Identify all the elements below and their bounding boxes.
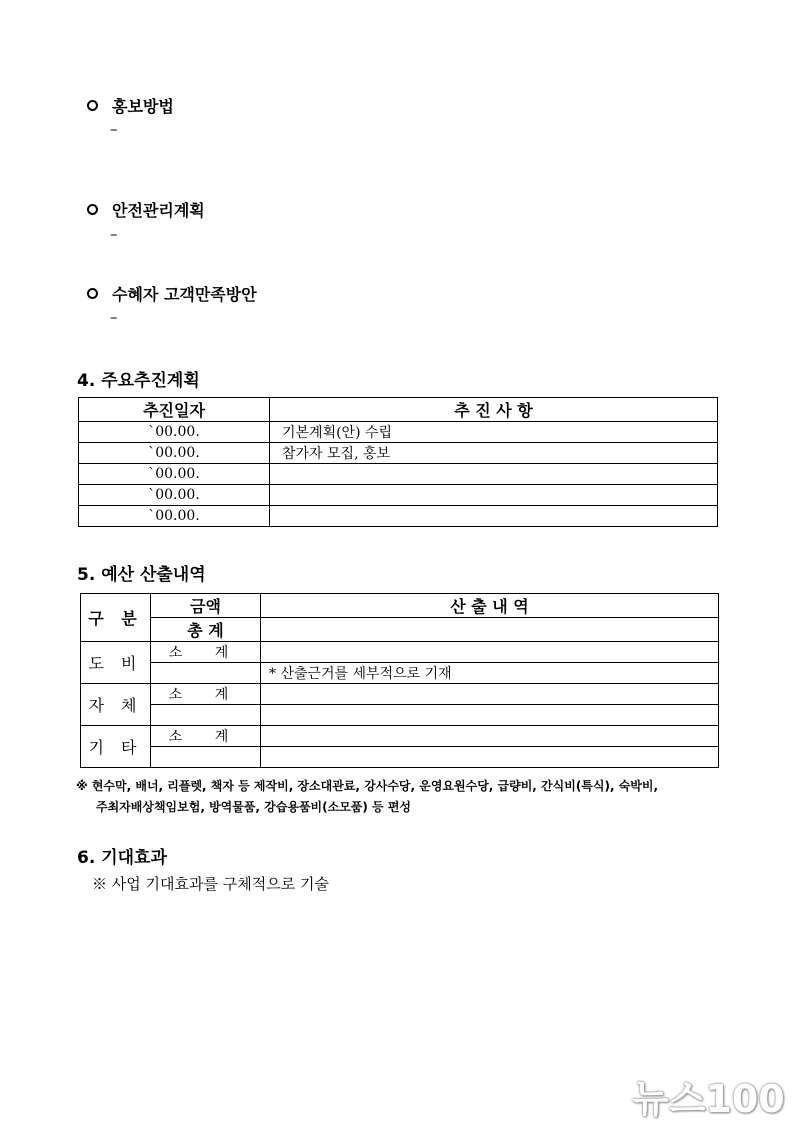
amount-cell: [151, 663, 261, 684]
table-row: [81, 642, 719, 663]
item-cell: 기본계획(안) 수립: [270, 422, 718, 443]
detail-cell: [261, 747, 719, 768]
table-row: [79, 464, 718, 485]
expected-effect-note: ※ 사업 기대효과를 구체적으로 기술: [92, 875, 329, 893]
circle-bullet-icon: [87, 100, 98, 111]
table-header-row: [79, 398, 718, 422]
bullet-satisfaction: [87, 282, 257, 305]
header-amount: 금액: [151, 594, 261, 618]
bullet-detail: –: [110, 308, 118, 326]
item-cell: 참가자 모집, 홍보: [270, 443, 718, 464]
date-cell: `00.00.: [79, 485, 270, 506]
category-cell: 기 타: [81, 726, 151, 768]
bullet-detail: –: [110, 225, 118, 243]
circle-bullet-icon: [87, 288, 98, 299]
date-cell: `00.00.: [79, 443, 270, 464]
section-6-title: 6. 기대효과: [77, 848, 167, 868]
date-cell: `00.00.: [79, 422, 270, 443]
header-date: 추진일자: [79, 398, 270, 422]
detail-cell: [261, 726, 719, 747]
table-row: [81, 726, 719, 747]
item-cell: [270, 464, 718, 485]
bullet-title: 안전관리계획: [112, 201, 205, 220]
date-cell: `00.00.: [79, 506, 270, 527]
budget-footnote-line1: ※ 현수막, 배너, 리플렛, 책자 등 제작비, 장소대관료, 강사수당, 운영요원수당, 급량비, 간식비(특식), 숙박비,: [76, 779, 659, 793]
table-row: [81, 663, 719, 684]
detail-cell: [261, 684, 719, 705]
table-header-row: [81, 594, 719, 618]
total-detail: [261, 618, 719, 642]
table-row: [79, 422, 718, 443]
amount-cell: [151, 705, 261, 726]
bullet-promotion: [87, 94, 174, 117]
schedule-table: [78, 397, 718, 527]
table-row: [81, 684, 719, 705]
category-cell: 자 체: [81, 684, 151, 726]
header-category: 구 분: [81, 594, 151, 642]
subtotal-label: 소 계: [151, 684, 261, 705]
news100-watermark-logo: 뉴스100: [632, 1077, 785, 1121]
item-cell: [270, 485, 718, 506]
budget-table: [80, 593, 719, 768]
total-row: [81, 618, 719, 642]
bullet-safety: [87, 198, 205, 221]
detail-cell: [261, 705, 719, 726]
detail-cell: * 산출근거를 세부적으로 기재: [261, 663, 719, 684]
header-detail: 산 출 내 역: [261, 594, 719, 618]
table-row: [79, 506, 718, 527]
table-row: [81, 747, 719, 768]
total-label: 총 계: [151, 618, 261, 642]
circle-bullet-icon: [87, 204, 98, 215]
subtotal-label: 소 계: [151, 726, 261, 747]
category-cell: 도 비: [81, 642, 151, 684]
amount-cell: [151, 747, 261, 768]
item-cell: [270, 506, 718, 527]
bullet-title: 수혜자 고객만족방안: [112, 285, 257, 304]
budget-footnote-line2: 주최자배상책임보험, 방역물품, 강습용품비(소모품) 등 편성: [96, 800, 412, 814]
table-row: [79, 443, 718, 464]
detail-cell: [261, 642, 719, 663]
bullet-title: 홍보방법: [112, 97, 174, 116]
section-5-title: 5. 예산 산출내역: [77, 565, 206, 585]
section-4-title: 4. 주요추진계획: [77, 371, 200, 391]
subtotal-label: 소 계: [151, 642, 261, 663]
table-row: [81, 705, 719, 726]
date-cell: `00.00.: [79, 464, 270, 485]
header-item: 추 진 사 항: [270, 398, 718, 422]
bullet-detail: –: [110, 120, 118, 138]
table-row: [79, 485, 718, 506]
